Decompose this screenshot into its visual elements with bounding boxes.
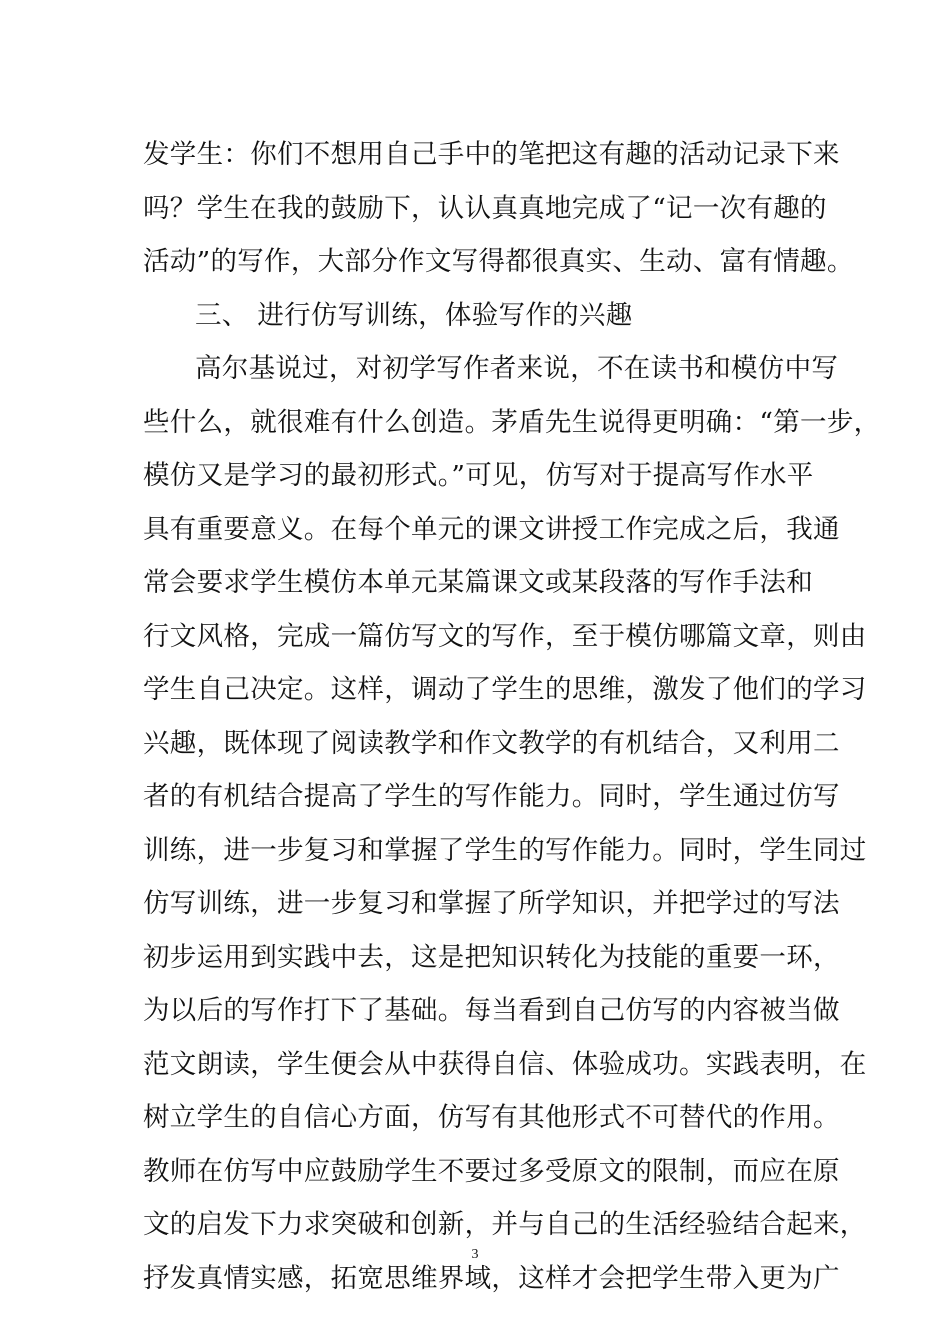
text-line: 高尔基说过，对初学写作者来说，不在读书和模仿中写 — [195, 353, 839, 384]
text-line: 教师在仿写中应鼓励学生不要过多受原文的限制，而应在原 — [143, 1155, 840, 1187]
text-line: 文的启发下力求突破和创新，并与自己的生活经验结合起来， — [143, 1209, 867, 1240]
text-line: 为以后的写作打下了基础。每当看到自己仿写的内容被当做 — [143, 995, 840, 1026]
page-number: 3 — [471, 1247, 479, 1262]
text-line: 者的有机结合提高了学生的写作能力。同时，学生通过仿写 — [143, 781, 840, 812]
text-line: 行文风格，完成一篇仿写文的写作，至于模仿哪篇文章，则由 — [143, 620, 867, 652]
text-line: 兴趣，既体现了阅读教学和作文教学的有机结合，又利用二 — [143, 727, 840, 759]
text-line: 初步运用到实践中去，这是把知识转化为技能的重要一环， — [143, 941, 840, 973]
text-line: 具有重要意义。在每个单元的课文讲授工作完成之后，我通 — [143, 513, 840, 545]
text-line: 抒发真情实感，拓宽思维界域，这样才会把学生带入更为广 — [143, 1262, 840, 1294]
text-line: 活动”的写作，大部分作文写得都很真实、生动、富有情趣。 — [143, 246, 854, 277]
text-line: 吗？学生在我的鼓励下，认认真真地完成了“记一次有趣的 — [143, 192, 827, 224]
text-line: 学生自己决定。这样，调动了学生的思维，激发了他们的学习 — [143, 674, 867, 705]
text-line: 仿写训练，进一步复习和掌握了所学知识，并把学过的写法 — [143, 888, 840, 919]
text-line: 常会要求学生模仿本单元某篇课文或某段落的写作手法和 — [143, 567, 813, 598]
body-text — [143, 128, 881, 1305]
text-line: 树立学生的自信心方面，仿写有其他形式不可替代的作用。 — [143, 1102, 840, 1133]
section-heading: 三、 进行仿写训练，体验写作的兴趣 — [195, 299, 633, 331]
text-line: 发学生：你们不想用自己手中的笔把这有趣的活动记录下来 — [143, 139, 840, 170]
text-line: 模仿又是学习的最初形式。”可见，仿写对于提高写作水平 — [143, 460, 814, 491]
text-line: 范文朗读，学生便会从中获得自信、体验成功。实践表明，在 — [143, 1048, 867, 1080]
text-line: 训练，进一步复习和掌握了学生的写作能力。同时，学生同过 — [143, 834, 867, 866]
text-line: 些什么，就很难有什么创造。茅盾先生说得更明确：“第一步， — [143, 406, 881, 438]
